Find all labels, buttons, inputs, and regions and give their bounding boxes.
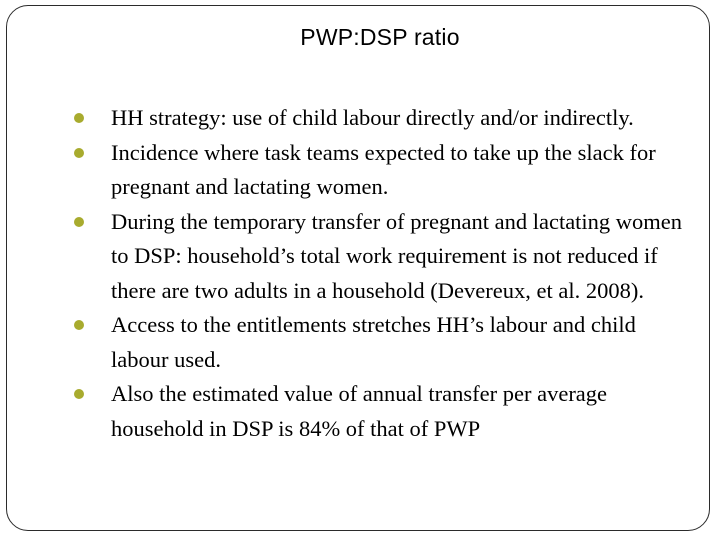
bullet-list (0, 101, 686, 446)
slide-title: PWP:DSP ratio (300, 24, 460, 50)
bullet-item (0, 205, 686, 309)
bullet-dot-icon (74, 217, 84, 227)
bullet-text: Access to the entitlements stretches HH’s labour and child labour used. (111, 312, 636, 372)
bullet-text: Incidence where task teams expected to take up the slack for pregnant and lactating women. (111, 139, 656, 199)
bullet-item (0, 377, 686, 446)
bullet-text: HH strategy: use of child labour directly and/or indirectly. (111, 105, 634, 130)
bullet-dot-icon (74, 113, 84, 123)
bullet-dot-icon (74, 320, 84, 330)
bullet-item (0, 101, 686, 136)
bullet-text: During the temporary transfer of pregnant and lactating women to DSP: household’s total work requirement is not reduced if there are two adults in a household (Devereux, et al. 2008). (111, 208, 683, 303)
bullet-dot-icon (74, 148, 84, 158)
bullet-item (0, 308, 686, 377)
bullet-item (0, 136, 686, 205)
bullet-dot-icon (74, 389, 84, 399)
bullet-text: Also the estimated value of annual transfer per average household in DSP is 84% of that of PWP (111, 381, 608, 441)
